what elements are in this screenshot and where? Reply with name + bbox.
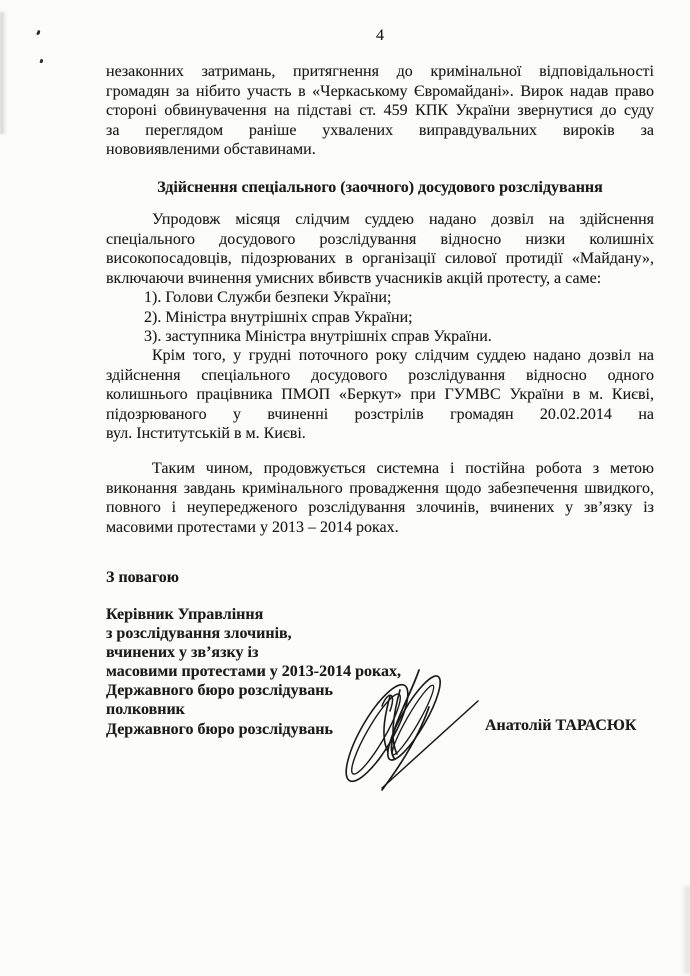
scan-artifact-left-edge [0, 12, 7, 134]
signer-name: Анатолій ТАРАСЮК [485, 717, 637, 734]
text-line: колишнього працівника ПМОП «Беркут» при ГУМВС України в м. Києві, [106, 386, 654, 403]
text-line: стороні обвинувачення на підставі ст. 459 КПК України звернутися до суду [106, 102, 654, 119]
text-line: включаючи вчинення умисних вбивств учасників акцій протесту, а саме: [106, 269, 602, 287]
numbered-list-item: 3). заступника Міністра внутрішніх справ України. [144, 328, 492, 345]
signer-title-line: Керівник Управління [106, 606, 264, 623]
text-line: спеціального досудового розслідування відносно низки колишніх [106, 230, 654, 248]
text-line: масовими протестами у 2013 – 2014 роках. [106, 518, 399, 536]
signer-title-line: полковник [106, 701, 185, 719]
text-line: громадян за нібито участь в «Черкаському Євромайдані». Вирок надав право [106, 82, 654, 100]
body-paragraph-continuation [106, 62, 654, 160]
text-line: Таким чином, продовжується системна і постійна робота з метою [152, 460, 654, 477]
text-line: незаконних затримань, притягнення до кримінальної відповідальності [106, 63, 654, 80]
signer-title-line: масовими протестами у 2013-2014 роках, [106, 663, 402, 681]
scan-artifact-dot [36, 30, 40, 36]
text-line: високопосадовців, підозрюваних в організації силової протидії «Майдану», [106, 250, 654, 267]
page-number: 4 [376, 27, 384, 44]
signer-title-line: Державного бюро розслідувань [106, 682, 333, 700]
body-paragraph [106, 459, 654, 537]
text-line: Крім того, у грудні поточного року слідчим суддею надано дозвіл на [152, 347, 654, 364]
scan-artifact-dot [40, 59, 44, 63]
signer-title-line: з розслідування злочинів, [106, 625, 292, 643]
signer-title-line: Державного бюро розслідувань [106, 720, 333, 738]
numbered-list-item: 2). Міністра внутрішніх справ України; [144, 308, 413, 326]
closing-salutation: З повагою [106, 569, 179, 586]
text-line: виконання завдань кримінального провадження щодо забезпечення швидкого, [106, 479, 654, 497]
body-paragraph [106, 346, 654, 444]
scan-artifact-right-edge [681, 886, 690, 974]
text-line: здійснення спеціального досудового розслідування відносно одного [106, 366, 654, 384]
numbered-list-item: 1). Голови Служби безпеки України; [144, 289, 392, 306]
section-heading: Здійснення спеціального (заочного) досудового розслідування [157, 179, 603, 196]
text-line: за переглядом раніше ухвалених виправдувальних вироків за [106, 121, 654, 139]
text-line: вул. Інститутській в м. Києві. [106, 425, 306, 442]
text-line: Упродовж місяця слідчим суддею надано дозвіл на здійснення [152, 211, 654, 228]
text-line: підозрюваного у вчиненні розстрілів громадян 20.02.2014 на [106, 405, 654, 423]
text-line: нововиявленими обставинами. [106, 141, 316, 158]
text-line: повного і неупередженого розслідування злочинів, вчинених у зв’язку із [106, 499, 654, 516]
body-paragraph [106, 210, 654, 347]
signature-scribble-icon [330, 640, 500, 820]
signer-title-line: вчинених у зв’язку із [106, 644, 259, 662]
